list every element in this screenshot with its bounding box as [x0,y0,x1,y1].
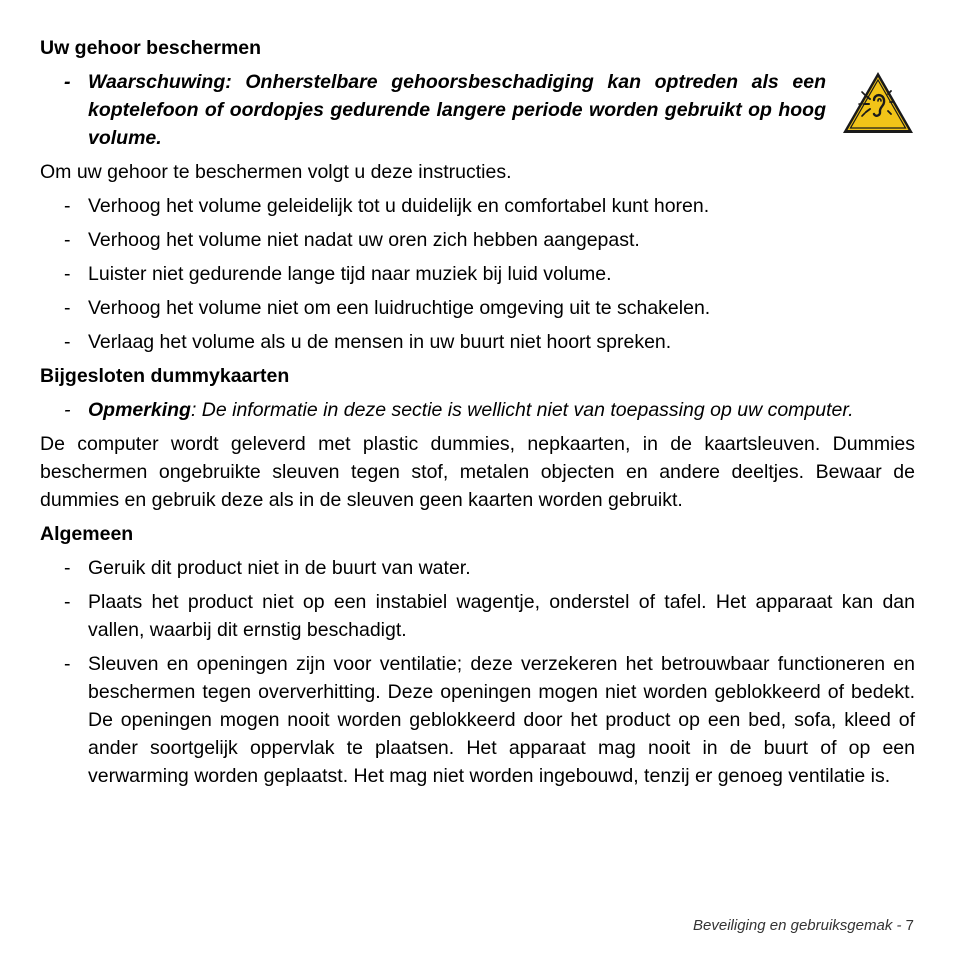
general-list [40,554,915,790]
bullet-dash: - [64,399,71,421]
bullet-dash: - [64,71,71,93]
hearing-intro: Om uw gehoor te beschermen volgt u deze instructies. [40,161,512,183]
list-item: - Geruik dit product niet in de buurt van water. [40,554,915,582]
footer-section-title: Beveiliging en gebruiksgemak - [693,917,902,934]
list-item: - Verhoog het volume geleidelijk tot u duidelijk en comfortabel kunt horen. [40,192,915,220]
bullet-dash: - [64,653,71,675]
heading-hearing: Uw gehoor beschermen [40,37,262,59]
bullet-dash: - [64,557,71,579]
page-number: 7 [905,917,914,934]
warning-text-block [40,68,826,152]
dummy-note [40,396,915,424]
list-item: - Luister niet gedurende lange tijd naar muziek bij luid volume. [40,260,915,288]
bullet-dash: - [64,229,71,251]
hearing-warning-triangle-icon [841,70,915,136]
dummy-paragraph: De computer wordt geleverd met plastic dummies, nepkaarten, in de kaartsleuven. Dummies beschermen ongebruikte sleuven tegen stof, metalen objecten en andere deeltjes. Bewaar de dummies en gebruik deze als in de sleuven geen kaarten worden gebruikt. [40,433,915,511]
page-footer [693,917,914,934]
note-item [40,396,915,424]
bullet-dash: - [64,297,71,319]
heading-general: Algemeen [40,523,134,545]
hearing-warning [40,68,915,152]
bullet-dash: - [64,263,71,285]
bullet-dash: - [64,591,71,613]
document-page [40,34,915,796]
bullet-dash: - [64,331,71,353]
hearing-instructions-list [40,192,915,356]
note-label: Opmerking [88,399,191,421]
note-text: : De informatie in deze sectie is wellicht niet van toepassing op uw computer. [190,399,854,421]
list-item: - Plaats het product niet op een instabiel wagentje, onderstel of tafel. Het apparaat kan dan vallen, waarbij dit ernstig beschadigt. [40,588,915,644]
heading-dummy-cards: Bijgesloten dummykaarten [40,365,290,387]
list-item: - Verhoog het volume niet om een luidruchtige omgeving uit te schakelen. [40,294,915,322]
bullet-dash: - [64,195,71,217]
warning-text: Waarschuwing: Onherstelbare gehoorsbeschadiging kan optreden als een koptelefoon of oordopjes gedurende langere periode worden gebruikt op hoog volume. [88,71,826,149]
list-item: - Sleuven en openingen zijn voor ventilatie; deze verzekeren het betrouwbaar functioneren en beschermen tegen oververhitting. Deze openingen mogen niet worden geblokkeerd of bedekt. De openingen mogen nooit worden geblokkeerd door het product op een bed, sofa, kleed of ander soortgelijk oppervlak te plaatsen. Het apparaat mag nooit in de buurt of op een verwarming worden geplaatst. Het mag niet worden ingebouwd, tenzij er genoeg ventilatie is. [40,650,915,790]
list-item: - Verlaag het volume als u de mensen in uw buurt niet hoort spreken. [40,328,915,356]
list-item: - Verhoog het volume niet nadat uw oren zich hebben aangepast. [40,226,915,254]
